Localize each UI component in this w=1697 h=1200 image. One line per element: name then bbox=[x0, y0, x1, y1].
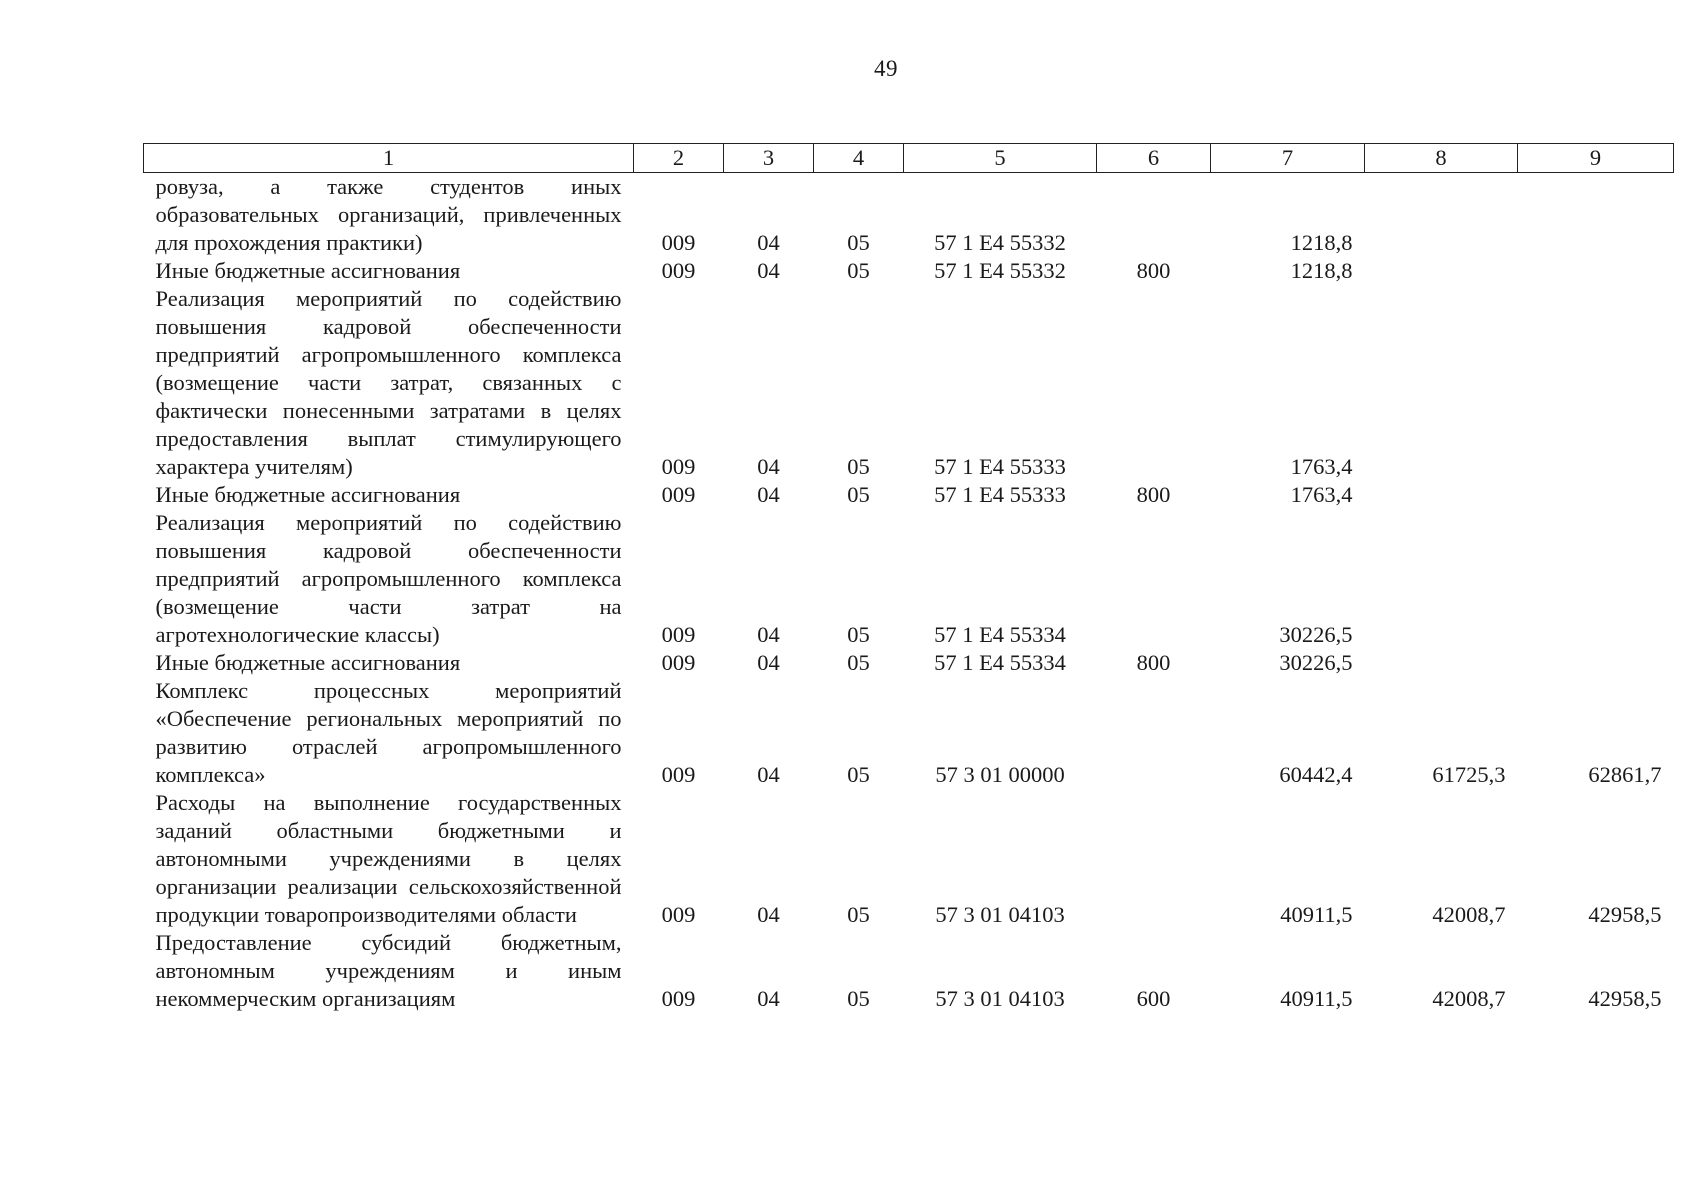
table-row bbox=[144, 789, 1674, 929]
cell-amount-1: 60442,4 bbox=[1279, 762, 1353, 787]
header-col-1: 1 bbox=[144, 144, 634, 173]
cell-amount-2 bbox=[1365, 481, 1518, 509]
cell-amount-3 bbox=[1518, 285, 1674, 481]
row-description: Иные бюджетные ассигнования bbox=[155, 258, 461, 283]
table-row bbox=[144, 257, 1674, 285]
cell-amount-1: 1218,8 bbox=[1290, 258, 1353, 283]
cell-subsection-code: 05 bbox=[847, 230, 870, 255]
row-description: Расходы на выполнение государственных заданий областными бюджетными и автономными учреждениями в целях организации реализации сельскохозяйственной продукции товаропроизводителями области bbox=[155, 790, 622, 927]
cell-target-article: 57 3 01 00000 bbox=[935, 762, 1065, 787]
cell-amount-2 bbox=[1365, 257, 1518, 285]
cell-ministry-code: 009 bbox=[661, 482, 696, 507]
cell-ministry-code: 009 bbox=[661, 902, 696, 927]
header-col-3: 3 bbox=[724, 144, 814, 173]
cell-amount-2 bbox=[1365, 509, 1518, 649]
cell-ministry-code: 009 bbox=[661, 258, 696, 283]
cell-subsection-code: 05 bbox=[847, 258, 870, 283]
cell-subsection-code: 05 bbox=[847, 482, 870, 507]
header-col-7: 7 bbox=[1211, 144, 1365, 173]
cell-amount-2 bbox=[1365, 285, 1518, 481]
cell-amount-2 bbox=[1365, 649, 1518, 677]
table-row bbox=[144, 649, 1674, 677]
table-row bbox=[144, 509, 1674, 649]
cell-subsection-code: 05 bbox=[847, 762, 870, 787]
cell-section-code: 04 bbox=[757, 482, 780, 507]
cell-target-article: 57 3 01 04103 bbox=[935, 902, 1065, 927]
cell-expense-type bbox=[1097, 677, 1211, 789]
cell-amount-3: 42958,5 bbox=[1588, 986, 1662, 1011]
cell-section-code: 04 bbox=[757, 762, 780, 787]
cell-expense-type: 800 bbox=[1136, 482, 1171, 507]
cell-section-code: 04 bbox=[757, 986, 780, 1011]
cell-target-article: 57 1 Е4 55334 bbox=[934, 622, 1066, 647]
row-description: ровуза, а также студентов иных образовательных организаций, привлеченных для прохождения практики) bbox=[155, 174, 622, 255]
table-row bbox=[144, 285, 1674, 481]
cell-amount-1: 1763,4 bbox=[1290, 454, 1353, 479]
cell-ministry-code: 009 bbox=[661, 454, 696, 479]
header-col-9: 9 bbox=[1518, 144, 1674, 173]
header-col-8: 8 bbox=[1365, 144, 1518, 173]
cell-amount-2: 61725,3 bbox=[1432, 762, 1506, 787]
cell-amount-3 bbox=[1518, 481, 1674, 509]
cell-expense-type: 800 bbox=[1136, 258, 1171, 283]
row-description: Реализация мероприятий по содействию повышения кадровой обеспеченности предприятий агропромышленного комплекса (возмещение части затрат на агротехнологические классы) bbox=[155, 510, 622, 647]
cell-expense-type bbox=[1097, 789, 1211, 929]
table-header bbox=[144, 144, 1674, 173]
cell-amount-2 bbox=[1365, 173, 1518, 258]
row-description: Реализация мероприятий по содействию повышения кадровой обеспеченности предприятий агропромышленного комплекса (возмещение части затрат, связанных с фактически понесенными затратами в целях предоставления выплат стимулирующего характера учителям) bbox=[155, 286, 622, 479]
table-row bbox=[144, 677, 1674, 789]
cell-amount-1: 30226,5 bbox=[1279, 650, 1353, 675]
cell-amount-2: 42008,7 bbox=[1432, 902, 1506, 927]
table-row bbox=[144, 173, 1674, 258]
cell-subsection-code: 05 bbox=[847, 902, 870, 927]
row-description: Комплекс процессных мероприятий «Обеспечение региональных мероприятий по развитию отраслей агропромышленного комплекса» bbox=[155, 678, 622, 787]
table-body bbox=[144, 173, 1674, 1014]
cell-expense-type bbox=[1097, 509, 1211, 649]
cell-ministry-code: 009 bbox=[661, 230, 696, 255]
cell-amount-1: 1763,4 bbox=[1290, 482, 1353, 507]
cell-amount-1: 40911,5 bbox=[1280, 986, 1353, 1011]
cell-target-article: 57 3 01 04103 bbox=[935, 986, 1065, 1011]
cell-expense-type: 800 bbox=[1136, 650, 1171, 675]
table-row bbox=[144, 481, 1674, 509]
cell-expense-type bbox=[1097, 285, 1211, 481]
cell-ministry-code: 009 bbox=[661, 762, 696, 787]
cell-ministry-code: 009 bbox=[661, 650, 696, 675]
row-description: Иные бюджетные ассигнования bbox=[155, 482, 461, 507]
row-description: Предоставление субсидий бюджетным, автономным учреждениям и иным некоммерческим организациям bbox=[155, 930, 622, 1011]
header-col-5: 5 bbox=[904, 144, 1097, 173]
cell-target-article: 57 1 Е4 55332 bbox=[934, 230, 1066, 255]
header-col-4: 4 bbox=[814, 144, 904, 173]
cell-amount-1: 1218,8 bbox=[1290, 230, 1353, 255]
cell-expense-type: 600 bbox=[1136, 986, 1171, 1011]
cell-amount-1: 30226,5 bbox=[1279, 622, 1353, 647]
row-description: Иные бюджетные ассигнования bbox=[155, 650, 461, 675]
cell-subsection-code: 05 bbox=[847, 650, 870, 675]
header-col-6: 6 bbox=[1097, 144, 1211, 173]
cell-subsection-code: 05 bbox=[847, 986, 870, 1011]
cell-section-code: 04 bbox=[757, 454, 780, 479]
cell-amount-2: 42008,7 bbox=[1432, 986, 1506, 1011]
cell-section-code: 04 bbox=[757, 258, 780, 283]
page-number: 49 bbox=[874, 56, 898, 81]
cell-amount-3: 62861,7 bbox=[1588, 762, 1662, 787]
cell-expense-type bbox=[1097, 173, 1211, 258]
cell-section-code: 04 bbox=[757, 622, 780, 647]
cell-amount-3 bbox=[1518, 257, 1674, 285]
cell-section-code: 04 bbox=[757, 650, 780, 675]
budget-table bbox=[143, 143, 1674, 1013]
cell-section-code: 04 bbox=[757, 230, 780, 255]
cell-ministry-code: 009 bbox=[661, 986, 696, 1011]
cell-target-article: 57 1 Е4 55334 bbox=[934, 650, 1066, 675]
header-col-2: 2 bbox=[634, 144, 724, 173]
cell-ministry-code: 009 bbox=[661, 622, 696, 647]
cell-amount-1: 40911,5 bbox=[1280, 902, 1353, 927]
cell-section-code: 04 bbox=[757, 902, 780, 927]
cell-amount-3 bbox=[1518, 509, 1674, 649]
cell-target-article: 57 1 Е4 55333 bbox=[934, 454, 1066, 479]
table-row bbox=[144, 929, 1674, 1013]
cell-subsection-code: 05 bbox=[847, 622, 870, 647]
cell-amount-3 bbox=[1518, 649, 1674, 677]
cell-subsection-code: 05 bbox=[847, 454, 870, 479]
cell-target-article: 57 1 Е4 55333 bbox=[934, 482, 1066, 507]
cell-target-article: 57 1 Е4 55332 bbox=[934, 258, 1066, 283]
cell-amount-3 bbox=[1518, 173, 1674, 258]
cell-amount-3: 42958,5 bbox=[1588, 902, 1662, 927]
